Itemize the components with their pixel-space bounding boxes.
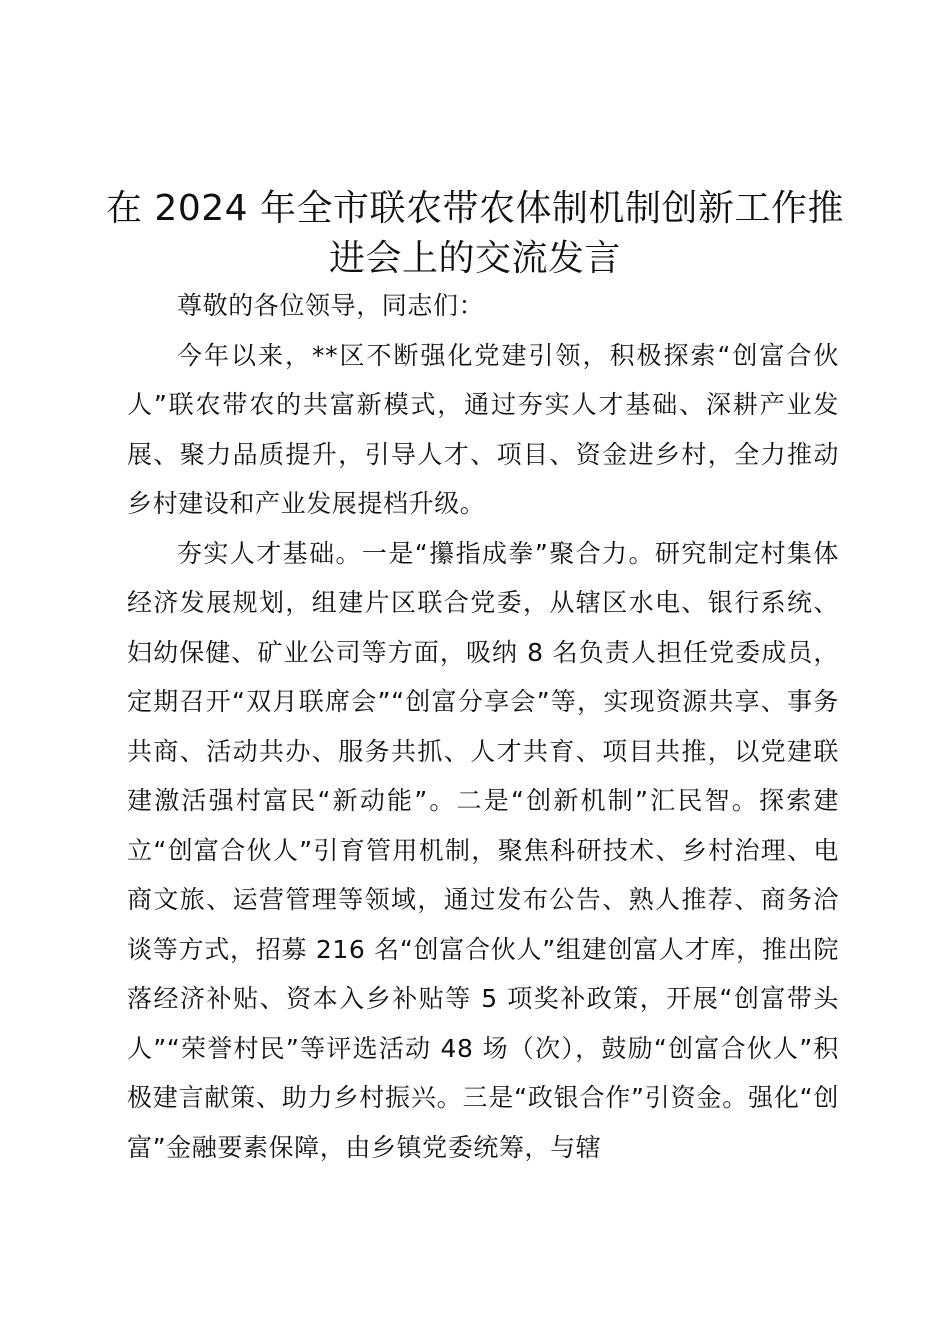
document-body bbox=[127, 281, 839, 1172]
paragraph-intro: 今年以来，**区不断强化党建引领，积极探索“创富合伙人”联农带农的共富新模式，通过夯实人才基础、深耕产业发展、聚力品质提升，引导人才、项目、资金进乡村，全力推动乡村建设和产业发展提档升级。 bbox=[127, 340, 839, 518]
document-title: 在 2024 年全市联农带农体制机制创新工作推进会上的交流发言 bbox=[105, 188, 844, 279]
salutation: 尊敬的各位领导，同志们： bbox=[177, 291, 485, 320]
paragraph-talent: 夯实人才基础。一是“攥指成拳”聚合力。研究制定村集体经济发展规划，组建片区联合党委，从辖区水电、银行系统、妇幼保健、矿业公司等方面，吸纳 8 名负责人担任党委成员，定期召开“双月联席会”“创富分享会”等，实现资源共享、事务共商、活动共办、服务共抓、人才共育、项目共推，以党建联建激活强村富民“新动能”。二是“创新机制”汇民智。探索建立“创富合伙人”引育管用机制，聚焦科研技术、乡村治理、电商文旅、运营管理等领域，通过发布公告、熟人推荐、商务洽谈等方式，招募 216 名“创富合伙人”组建创富人才库，推出院落经济补贴、资本入乡补贴等 5 项奖补政策，开展“创富带头人”“荣誉村民”等评选活动 48 场（次），鼓励“创富合伙人”积极建言献策、助力乡村振兴。三是“政银合作”引资金。强化“创富”金融要素保障，由乡镇党委统筹，与辖 bbox=[127, 538, 839, 1162]
